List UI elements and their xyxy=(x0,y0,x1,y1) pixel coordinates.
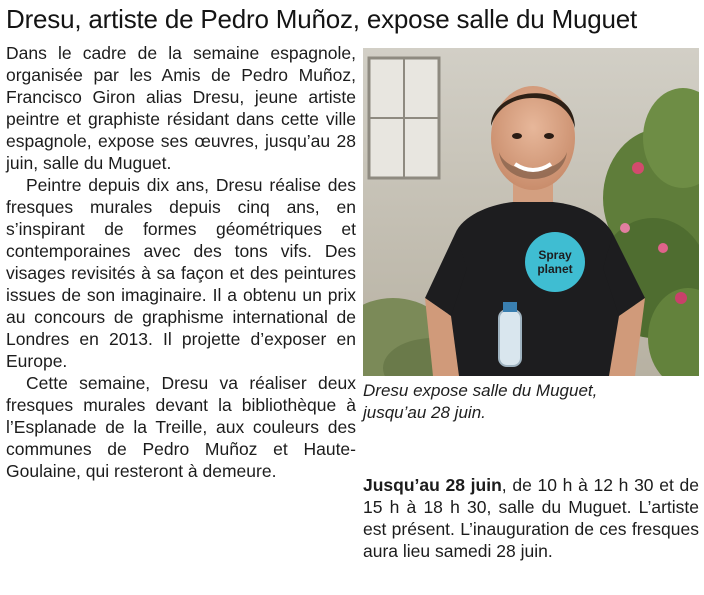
artist-photo-illustration xyxy=(363,48,699,376)
info-box xyxy=(363,474,699,562)
photo-caption-line1: Dresu expose salle du Muguet, xyxy=(363,381,598,400)
artist-tshirt xyxy=(443,202,625,376)
paragraph-frescoes: Cette semaine, Dresu va réaliser deux fresques murales devant la bibliothèque à l’Esplanade de la Treille, aux couleurs des communes de Pedro Muñoz et Haute-Goulaine, qui resteront à demeure. xyxy=(6,373,356,481)
svg-text:planet: planet xyxy=(537,262,573,276)
article-body xyxy=(6,42,356,482)
artist-photo xyxy=(363,48,699,376)
photo-caption xyxy=(363,380,699,424)
article-headline: Dresu, artiste de Pedro Muñoz, expose salle du Muguet xyxy=(6,4,638,34)
info-text xyxy=(363,474,699,562)
photo-caption-line2: jusqu’au 28 juin. xyxy=(363,403,486,422)
paragraph-intro: Dans le cadre de la semaine espagnole, organisée par les Amis de Pedro Muñoz, Francisco Giron alias Dresu, jeune artiste peintre et graphiste résidant dans cette ville espagnole, expose ses œuvres, jusqu’au 28 juin, salle du Muguet. xyxy=(6,43,356,173)
info-details: , de 10 h à 12 h 30 et de 15 h à 18 h 30, salle du Muguet. L’artiste est présent. L’inauguration de ces fresques aura lieu samedi 28 juin. xyxy=(363,475,699,561)
info-lead: Jusqu’au 28 juin xyxy=(363,475,502,495)
paragraph-career: Peintre depuis dix ans, Dresu réalise des fresques murales depuis cinq ans, en s’inspirant de formes géométriques et contemporaines avec des tons vifs. Des visages revisités à sa façon et des peintures issues de son imaginaire. Il a obtenu un prix au concours de graphisme international de Londres en 2013. Il projette d’exposer en Europe. xyxy=(6,175,356,371)
svg-text:Spray: Spray xyxy=(538,248,572,262)
shirt-logo xyxy=(525,232,585,292)
water-bottle xyxy=(499,302,521,366)
